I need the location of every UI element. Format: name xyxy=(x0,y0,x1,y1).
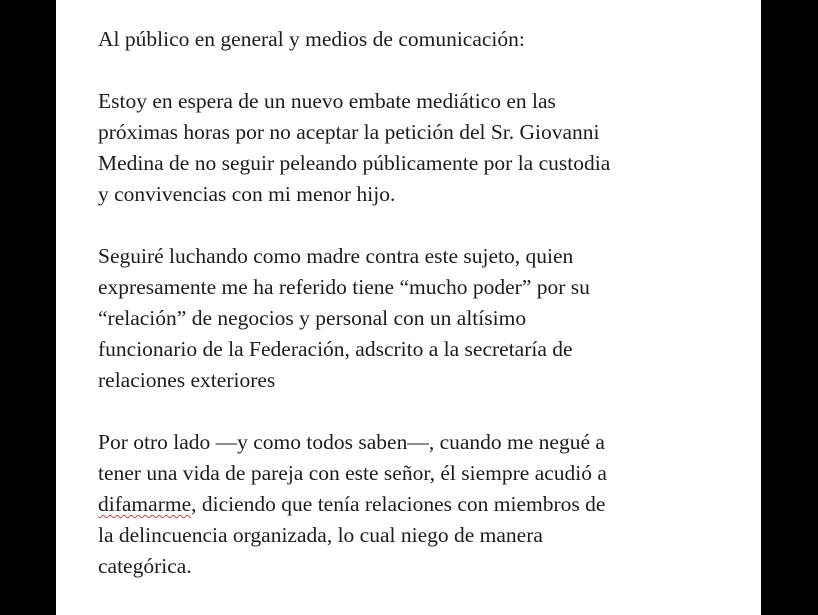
document-page xyxy=(56,0,761,615)
paragraph-2-line-3: “relación” de negocios y personal con un altísimo xyxy=(98,306,527,330)
paragraph-3-line-3 xyxy=(98,489,728,520)
paragraph-2-line-4: funcionario de la Federación, adscrito a la secretaría de xyxy=(98,337,573,361)
paragraph-3-line-5: categórica. xyxy=(98,554,192,578)
paragraph-2-line-1: Seguiré luchando como madre contra este sujeto, quien xyxy=(98,244,574,268)
paragraph-1-line-2: próximas horas por no aceptar la petición del Sr. Giovanni xyxy=(98,120,600,144)
paragraph-gap xyxy=(98,396,728,427)
paragraph-2-line-2: expresamente me ha referido tiene “mucho poder” por su xyxy=(98,275,590,299)
paragraph-1-line-1: Estoy en espera de un nuevo embate mediático en las xyxy=(98,89,556,113)
paragraph-3-line-4: la delincuencia organizada, lo cual niego de manera xyxy=(98,523,543,547)
paragraph-3-line-1: Por otro lado —y como todos saben—, cuando me negué a xyxy=(98,430,605,454)
paragraph-2-line-5: relaciones exteriores xyxy=(98,368,276,392)
spellcheck-flagged-word[interactable]: difamarme xyxy=(98,492,192,516)
paragraph-gap xyxy=(98,55,728,86)
paragraph-1-line-3: Medina de no seguir peleando públicamente por la custodia xyxy=(98,151,611,175)
salutation: Al público en general y medios de comunicación: xyxy=(98,27,525,51)
paragraph-1-line-4: y convivencias con mi menor hijo. xyxy=(98,182,396,206)
paragraph-3-line-3-rest: , diciendo que tenía relaciones con miembros de xyxy=(191,492,606,516)
document-text xyxy=(98,24,728,582)
paragraph-gap xyxy=(98,210,728,241)
paragraph-3-line-2: tener una vida de pareja con este señor, él siempre acudió a xyxy=(98,461,607,485)
